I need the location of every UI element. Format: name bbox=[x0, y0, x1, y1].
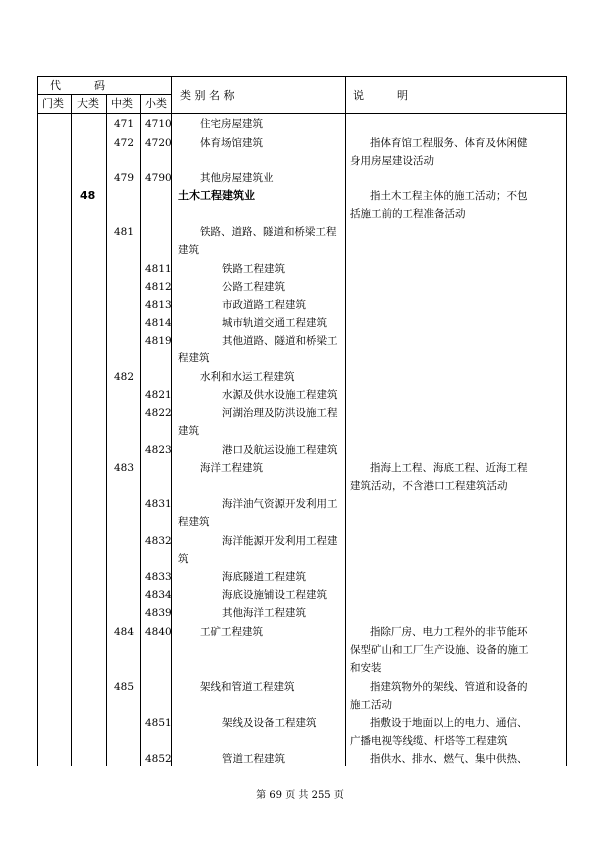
table-left-border bbox=[37, 76, 38, 766]
category-name: 工矿工程建筑 bbox=[200, 626, 263, 638]
table-top-border bbox=[37, 76, 567, 77]
category-name: 铁路工程建筑 bbox=[222, 263, 285, 275]
xiao-code: 4813 bbox=[145, 299, 172, 311]
xiao-code: 4833 bbox=[145, 571, 172, 583]
xiao-code: 4812 bbox=[145, 281, 172, 293]
description-line: 括施工前的工程准备活动 bbox=[350, 208, 466, 220]
table-right-border bbox=[566, 76, 567, 766]
description-line: 指海上工程、海底工程、近海工程 bbox=[370, 462, 528, 474]
xiao-code: 4840 bbox=[145, 626, 172, 638]
zhong-code: 484 bbox=[114, 626, 135, 638]
category-name: 公路工程建筑 bbox=[222, 281, 285, 293]
header-zhong-lei: 中类 bbox=[111, 97, 133, 110]
category-name: 海洋工程建筑 bbox=[200, 462, 263, 474]
zhong-code: 482 bbox=[114, 371, 135, 383]
category-name-cont: 程建筑 bbox=[178, 352, 210, 364]
description-line: 施工活动 bbox=[350, 699, 392, 711]
category-name: 管道工程建筑 bbox=[222, 753, 285, 765]
header-description: 说 明 bbox=[353, 89, 408, 102]
category-name: 其他道路、隧道和桥梁工 bbox=[222, 335, 338, 347]
header-xiao-lei: 小类 bbox=[145, 97, 167, 110]
col-divider-name-desc bbox=[345, 76, 346, 766]
col-divider-da-zhong bbox=[106, 94, 107, 766]
xiao-code: 4811 bbox=[145, 263, 172, 275]
description-line: 指体育馆工程服务、体育及休闲健 bbox=[370, 137, 528, 149]
description-line: 指敷设于地面以上的电力、通信、 bbox=[370, 717, 528, 729]
description-line: 指供水、排水、燃气、集中供热、 bbox=[370, 753, 528, 765]
xiao-code: 4823 bbox=[145, 444, 172, 456]
description-line: 指土木工程主体的施工活动；不包 bbox=[370, 190, 528, 202]
zhong-code: 472 bbox=[114, 137, 135, 149]
category-name: 住宅房屋建筑 bbox=[200, 118, 263, 130]
description-line: 和安装 bbox=[350, 662, 382, 674]
header-men-lei: 门类 bbox=[42, 97, 64, 110]
zhong-code: 471 bbox=[114, 118, 135, 130]
category-name-cont: 建筑 bbox=[178, 244, 199, 256]
description-line: 身用房屋建设活动 bbox=[350, 155, 434, 167]
xiao-code: 4720 bbox=[145, 137, 172, 149]
category-name: 港口及航运设施工程建筑 bbox=[222, 444, 338, 456]
category-name: 架线和管道工程建筑 bbox=[200, 681, 295, 693]
description-line: 建筑活动，不含港口工程建筑活动 bbox=[350, 480, 508, 492]
category-name: 城市轨道交通工程建筑 bbox=[222, 317, 327, 329]
category-name: 水利和水运工程建筑 bbox=[200, 371, 295, 383]
header-bottom-border bbox=[37, 113, 567, 114]
zhong-code: 481 bbox=[114, 226, 135, 238]
xiao-code: 4852 bbox=[145, 753, 172, 765]
zhong-code: 485 bbox=[114, 681, 135, 693]
col-divider-men-da bbox=[71, 94, 72, 766]
code-subheader-line bbox=[37, 94, 171, 95]
category-name: 海底设施铺设工程建筑 bbox=[222, 589, 327, 601]
category-name: 其他房屋建筑业 bbox=[200, 172, 274, 184]
category-name: 海底隧道工程建筑 bbox=[222, 571, 306, 583]
header-category-name: 类 别 名 称 bbox=[180, 89, 235, 102]
xiao-code: 4831 bbox=[145, 498, 172, 510]
category-name: 河湖治理及防洪设施工程 bbox=[222, 407, 338, 419]
col-divider-zhong-xiao bbox=[140, 94, 141, 766]
header-da-lei: 大类 bbox=[77, 97, 99, 110]
xiao-code: 4710 bbox=[145, 118, 172, 130]
category-name: 铁路、道路、隧道和桥梁工程 bbox=[200, 226, 337, 238]
xiao-code: 4851 bbox=[145, 717, 172, 729]
xiao-code: 4832 bbox=[145, 535, 172, 547]
xiao-code: 4839 bbox=[145, 607, 172, 619]
xiao-code: 4814 bbox=[145, 317, 172, 329]
description-line: 广播电视等线缆、杆塔等工程建筑 bbox=[350, 735, 508, 747]
category-name: 海洋油气资源开发利用工 bbox=[222, 498, 338, 510]
xiao-code: 4834 bbox=[145, 589, 172, 601]
category-name-cont: 建筑 bbox=[178, 425, 199, 437]
category-name: 海洋能源开发利用工程建 bbox=[222, 535, 338, 547]
zhong-code: 479 bbox=[114, 172, 135, 184]
xiao-code: 4790 bbox=[145, 172, 172, 184]
header-code-label: 代 码 bbox=[50, 79, 105, 92]
category-name-cont: 筑 bbox=[178, 553, 189, 565]
description-line: 指建筑物外的架线、管道和设备的 bbox=[370, 681, 528, 693]
category-name: 水源及供水设施工程建筑 bbox=[222, 389, 338, 401]
zhong-code: 483 bbox=[114, 462, 135, 474]
xiao-code: 4819 bbox=[145, 335, 172, 347]
description-line: 指除厂房、电力工程外的非节能环 bbox=[370, 626, 528, 638]
category-name-cont: 程建筑 bbox=[178, 516, 210, 528]
category-name: 其他海洋工程建筑 bbox=[222, 607, 306, 619]
category-name: 市政道路工程建筑 bbox=[222, 299, 306, 311]
category-name: 架线及设备工程建筑 bbox=[222, 717, 317, 729]
description-line: 保型矿山和工厂生产设施、设备的施工 bbox=[350, 644, 529, 656]
page-number-footer: 第 69 页 共 255 页 bbox=[256, 790, 344, 801]
category-name: 体育场馆建筑 bbox=[200, 137, 263, 149]
category-name-major: 土木工程建筑业 bbox=[178, 189, 255, 202]
xiao-code: 4821 bbox=[145, 389, 172, 401]
da-code: 48 bbox=[80, 189, 96, 202]
xiao-code: 4822 bbox=[145, 407, 172, 419]
